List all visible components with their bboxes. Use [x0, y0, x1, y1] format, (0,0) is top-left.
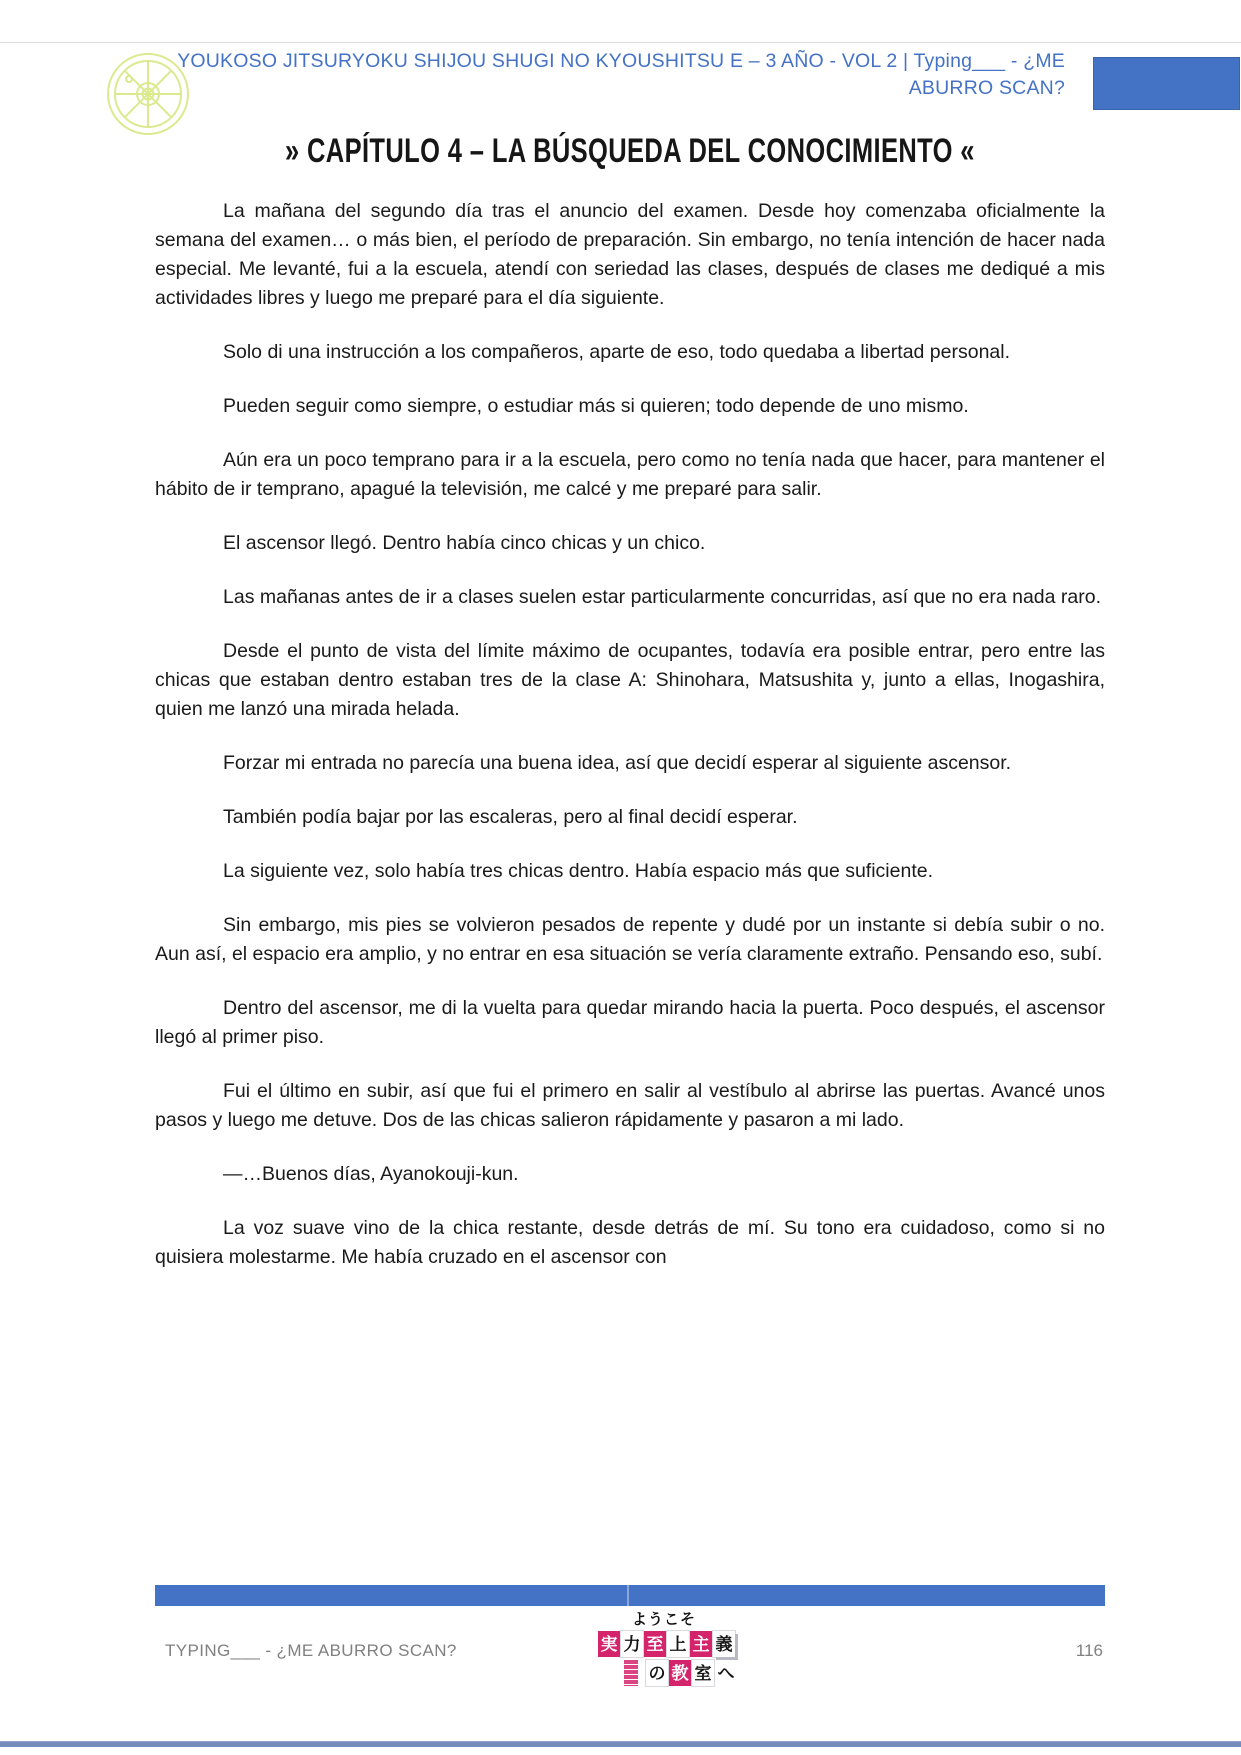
- series-logo-small-block: [624, 1660, 638, 1686]
- paragraph: Sin embargo, mis pies se volvieron pesados de repente y dudé por un instante si debía subir o no. Aun así, el espacio era amplio, y no entrar en esa situación se vería claramente extraño. Pensando eso, subí.: [155, 914, 1105, 965]
- logo-kanji-block: 教: [669, 1660, 691, 1686]
- paragraph: Forzar mi entrada no parecía una buena idea, así que decidí esperar al siguiente ascensor.: [223, 752, 1012, 774]
- paragraph: Fui el último en subir, así que fui el primero en salir al vestíbulo al abrirse las puertas. Avancé unos pasos y luego me detuve. Dos de las chicas salieron rápidamente y pasaron a mi lado.: [155, 1080, 1105, 1131]
- series-logo-row1: [598, 1631, 788, 1657]
- body-paragraphs: [155, 197, 1105, 1297]
- logo-kanji-block: 実: [598, 1631, 620, 1657]
- series-logo: [598, 1608, 788, 1686]
- logo-kanji-block: 力: [621, 1631, 643, 1657]
- logo-kanji-block: 義: [713, 1631, 735, 1657]
- header-accent-box: [1093, 57, 1240, 110]
- paragraph: La siguiente vez, solo había tres chicas dentro. Había espacio más que suficiente.: [223, 860, 933, 882]
- paragraph: La mañana del segundo día tras el anuncio del examen. Desde hoy comenzaba oficialmente la semana del examen… o más bien, el período de preparación. Sin embargo, no tenía intención de hacer nada especial. Me levanté, fui a la escuela, atendí con seriedad las clases, después de clases me dediqué a mis actividades libres y luego me preparé para el día siguiente.: [155, 200, 1105, 309]
- paragraph: Pueden seguir como siempre, o estudiar más si quieren; todo depende de uno mismo.: [223, 395, 969, 417]
- bottom-page-edge-line: [0, 1741, 1241, 1747]
- logo-kanji-block: 上: [667, 1631, 689, 1657]
- footer-scan-credit: TYPING___ - ¿ME ABURRO SCAN?: [165, 1641, 457, 1660]
- paragraph: También podía bajar por las escaleras, pero al final decidí esperar.: [223, 806, 798, 828]
- paragraph: Solo di una instrucción a los compañeros, aparte de eso, todo quedaba a libertad personal.: [223, 341, 1011, 363]
- paragraph: El ascensor llegó. Dentro había cinco chicas y un chico.: [223, 532, 706, 554]
- logo-kanji-block: の: [646, 1660, 668, 1686]
- page-number: 116: [1075, 1641, 1103, 1660]
- logo-kanji-block: 至: [644, 1631, 666, 1657]
- paragraph: Aún era un poco temprano para ir a la escuela, pero como no tenía nada que hacer, para mantener el hábito de ir temprano, apagué la televisión, me calcé y me preparé para salir.: [155, 449, 1105, 500]
- series-logo-row2: [624, 1660, 788, 1686]
- header-title: YOUKOSO JITSURYOKU SHIJOU SHUGI NO KYOUSHITSU E – 3 AÑO - VOL 2 | Typing___ - ¿ME ABURRO SCAN?: [177, 50, 1065, 99]
- logo-kanji-block: 主: [690, 1631, 712, 1657]
- paragraph: Desde el punto de vista del límite máximo de ocupantes, todavía era posible entrar, pero entre las chicas que estaban dentro estaban tres de la clase A: Shinohara, Matsushita y, junto a ellas, Inogashira, quien me lanzó una mirada helada.: [155, 640, 1105, 720]
- footer-bar-seam: [627, 1585, 629, 1606]
- chapter-title-text: » CAPÍTULO 4 – LA BÚSQUEDA DEL CONOCIMIENTO «: [285, 132, 975, 170]
- paragraph: La voz suave vino de la chica restante, desde detrás de mí. Su tono era cuidadoso, como si no quisiera molestarme. Me había cruzado en el ascensor con: [155, 1217, 1105, 1268]
- top-divider-line: [0, 42, 1241, 43]
- series-logo-youkoso-text: ようこそ: [632, 1611, 697, 1628]
- paragraph: Las mañanas antes de ir a clases suelen estar particularmente concurridas, así que no era nada raro.: [223, 586, 1101, 608]
- logo-kanji-block: へ: [717, 1663, 735, 1683]
- chapter-title: [155, 132, 1105, 171]
- paragraph: —…Buenos días, Ayanokouji-kun.: [223, 1163, 519, 1185]
- footer-bar: [155, 1585, 1105, 1606]
- paragraph: Dentro del ascensor, me di la vuelta para quedar mirando hacia la puerta. Poco después, el ascensor llegó al primer piso.: [155, 997, 1105, 1048]
- logo-kanji-block: 室: [692, 1660, 714, 1686]
